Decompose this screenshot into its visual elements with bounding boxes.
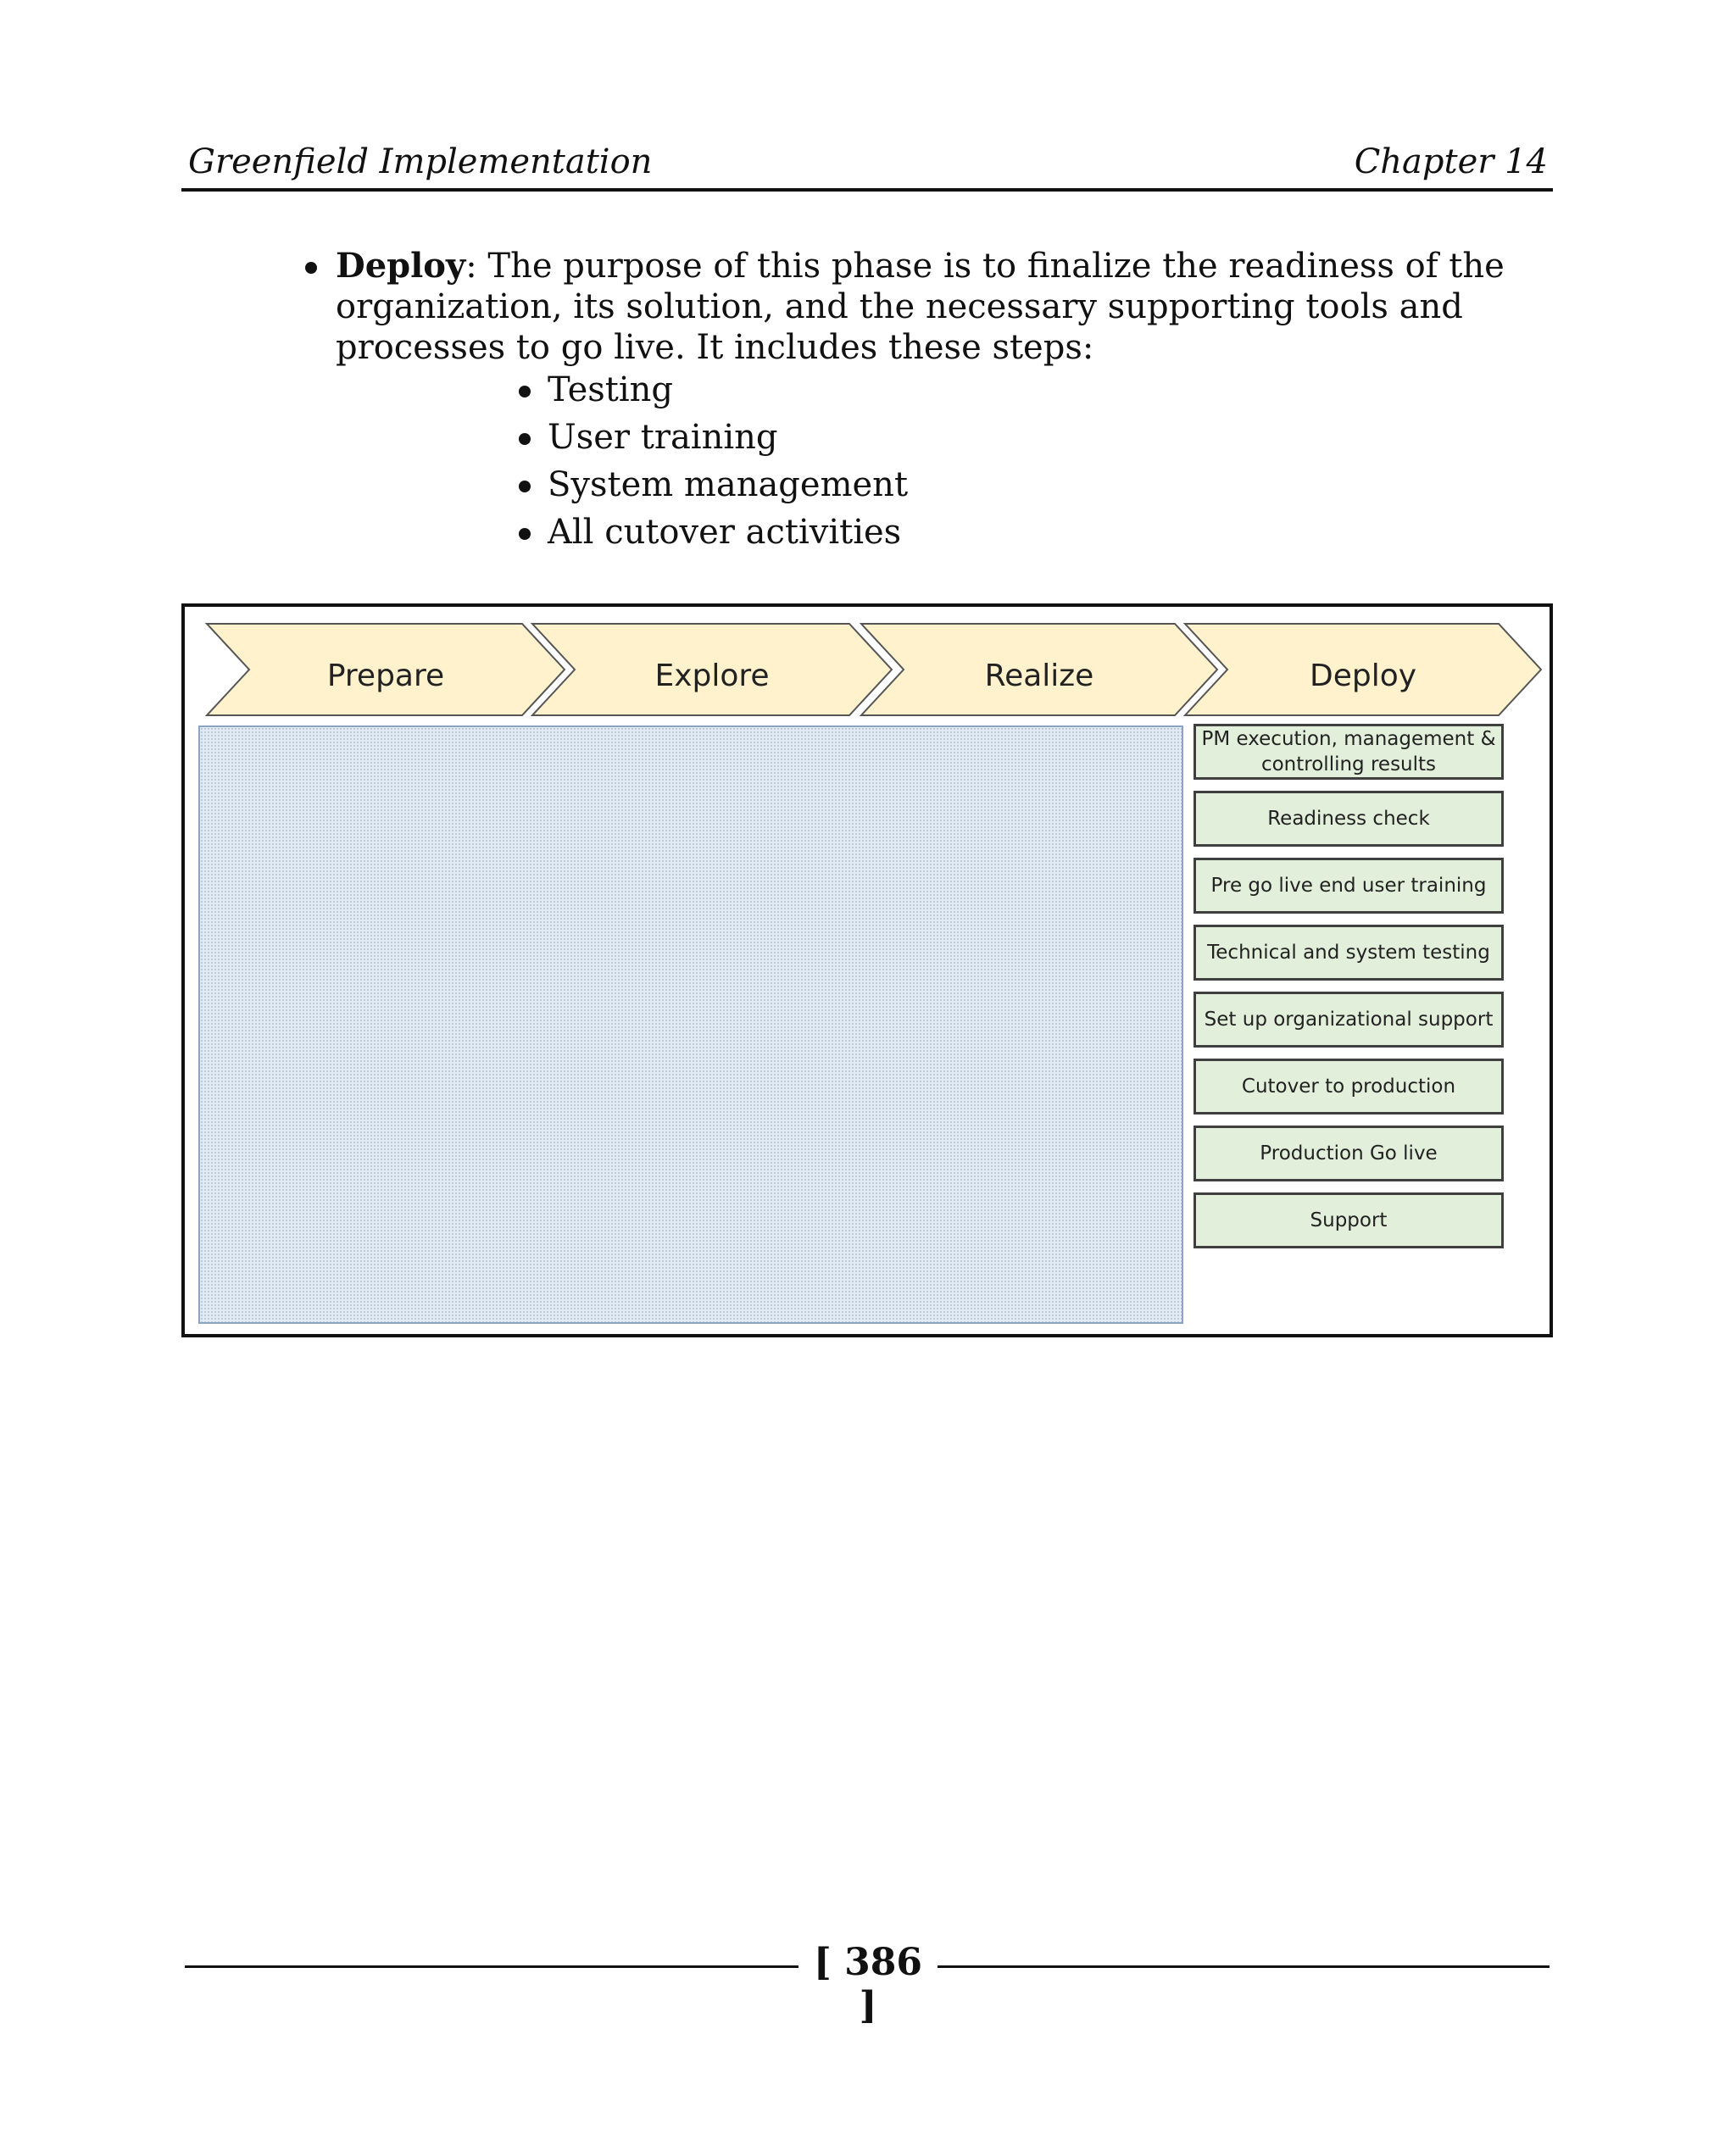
phase-label: Realize — [984, 659, 1094, 693]
deploy-task: Pre go live end user training — [1194, 858, 1504, 914]
page-number: [ 386 ] — [814, 1941, 922, 2027]
running-header-chapter: Chapter 14 — [1354, 142, 1548, 181]
sap-activate-figure — [181, 603, 1553, 1337]
step-label: User training — [548, 418, 778, 457]
deploy-task: Technical and system testing — [1194, 925, 1504, 981]
deploy-task: Production Go live — [1194, 1126, 1504, 1181]
deploy-task: PM execution, management & controlling results — [1194, 724, 1504, 780]
footer-rule-left — [185, 1965, 798, 1968]
bullet-icon — [519, 386, 531, 397]
phase-label: Prepare — [326, 659, 445, 693]
step-label: System management — [548, 465, 909, 504]
deploy-description: : The purpose of this phase is to finalize the readiness of the organization, its solution, and the necessary supporting tools and processes to go live. It includes these steps: — [336, 247, 1505, 367]
list-item — [548, 366, 908, 414]
step-label: Testing — [548, 370, 674, 409]
deploy-task: Support — [1194, 1192, 1504, 1248]
deploy-task: Cutover to production — [1194, 1059, 1504, 1114]
running-header-title: Greenfield Implementation — [188, 142, 653, 181]
phase-label: Deploy — [1309, 659, 1417, 693]
footer-rule-right — [938, 1965, 1550, 1968]
list-item — [548, 509, 908, 556]
list-item — [548, 414, 908, 461]
deploy-task: Readiness check — [1194, 791, 1504, 847]
deploy-steps-list — [548, 366, 908, 556]
bullet-icon — [519, 433, 531, 445]
phase-label: Explore — [654, 659, 770, 693]
deploy-bullet — [336, 246, 1556, 368]
bullet-icon — [519, 528, 531, 540]
bullet-icon — [519, 481, 531, 492]
step-label: All cutover activities — [548, 513, 902, 552]
bullet-icon — [305, 262, 317, 274]
header-divider — [181, 188, 1553, 192]
deploy-term: Deploy — [336, 246, 466, 286]
list-item — [548, 461, 908, 509]
deploy-task: Set up organizational support — [1194, 992, 1504, 1048]
hatched-area — [198, 725, 1183, 1324]
